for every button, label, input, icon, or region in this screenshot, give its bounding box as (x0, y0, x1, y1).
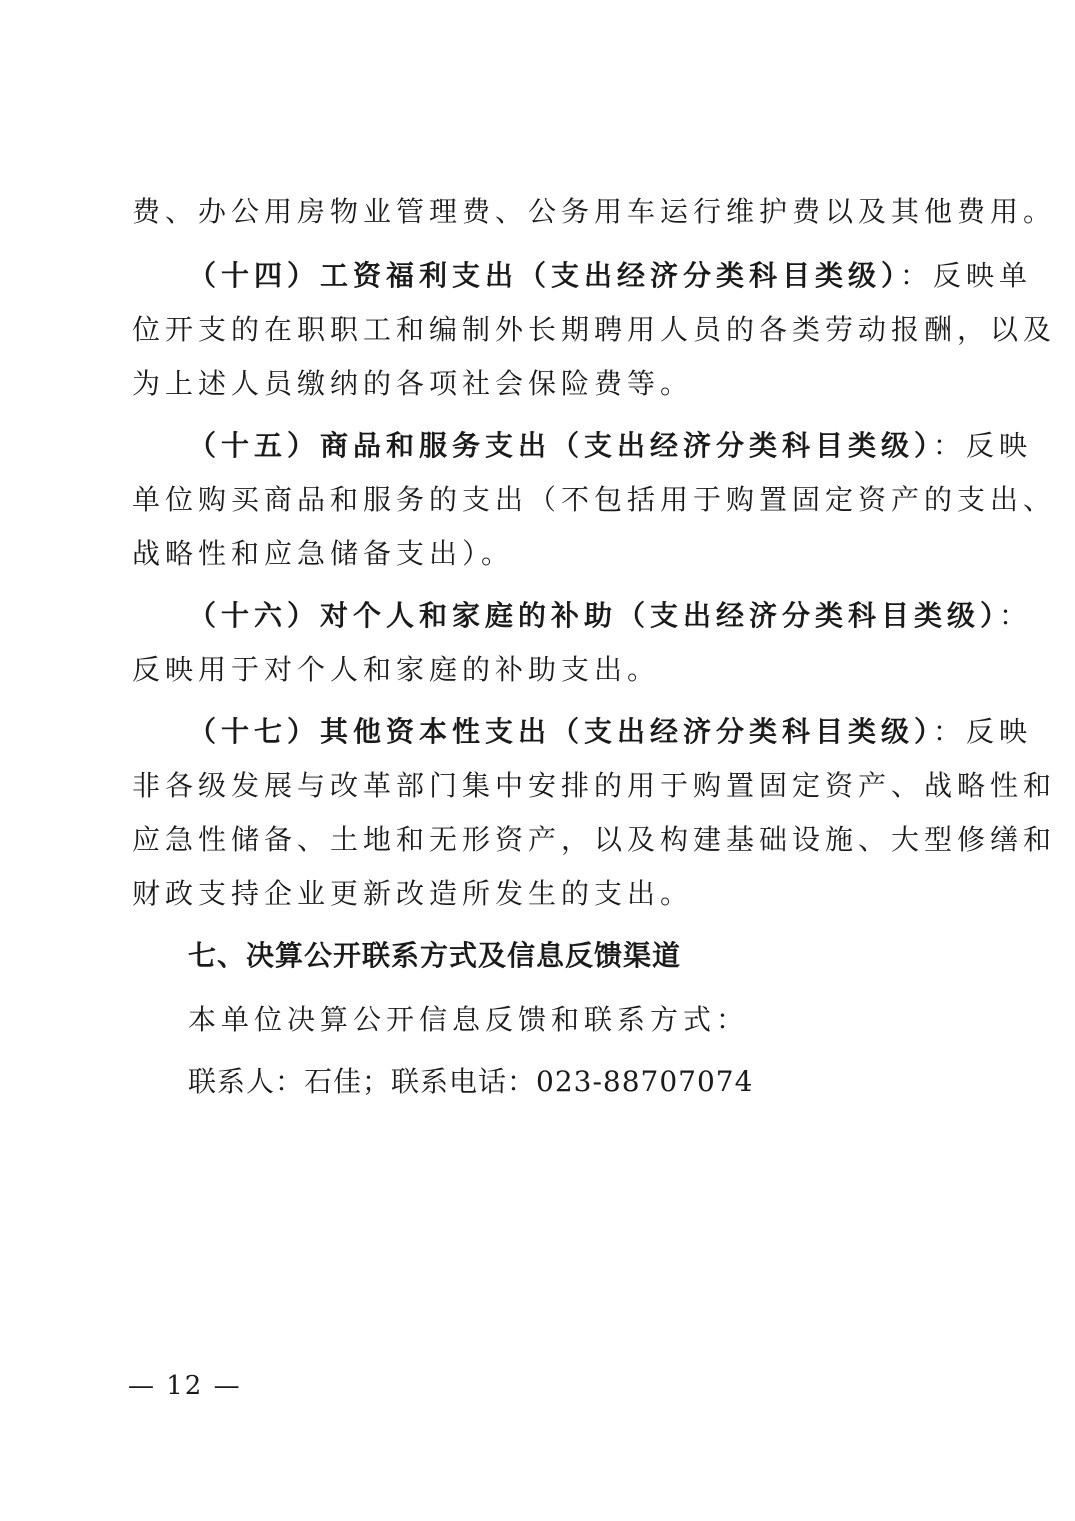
text-line: 战略性和应急储备支出）。 (132, 537, 515, 570)
section-7-intro: 本单位决算公开信息反馈和联系方式： (188, 1003, 750, 1036)
paragraph-14-line-1 (188, 256, 1033, 296)
section-7-heading: 七、决算公开联系方式及信息反馈渠道 (188, 939, 682, 972)
paragraph-17-line-4 (132, 874, 942, 914)
paragraph-15-line-1 (188, 426, 1033, 466)
paragraph-15-line-3 (132, 534, 942, 574)
paragraph-17-title: （十七）其他资本性支出（支出经济分类科目类级） (188, 715, 934, 748)
paragraph-15-title: （十五）商品和服务支出（支出经济分类科目类级） (188, 429, 934, 462)
paragraph-13-continuation (132, 192, 1057, 232)
text-line: 财政支持企业更新改造所发生的支出。 (132, 877, 694, 910)
paragraph-14-line-3 (132, 364, 942, 404)
contact-info: 联系人：石佳；联系电话：023-88707074 (188, 1065, 754, 1098)
text-line: 应急性储备、土地和无形资产，以及构建基础设施、大型修缮和 (132, 823, 1057, 856)
text-line: ：反映单 (900, 259, 1033, 292)
text-line: ：反映 (933, 715, 1033, 748)
page-number: — 12 — (128, 1371, 242, 1401)
paragraph-15-line-2 (132, 480, 1057, 520)
paragraph-17-line-1 (188, 712, 1033, 752)
text-line: 单位购买商品和服务的支出（不包括用于购置固定资产的支出、 (132, 483, 1057, 516)
paragraph-17-line-2 (132, 766, 1057, 806)
paragraph-16-line-2 (132, 650, 942, 690)
paragraph-17-line-3 (132, 820, 1057, 860)
text-line: 位开支的在职职工和编制外长期聘用人员的各类劳动报酬，以及 (132, 313, 1057, 346)
text-line: ：反映 (933, 429, 1033, 462)
paragraph-16-title: （十六）对个人和家庭的补助（支出经济分类科目类级） (188, 599, 1000, 632)
paragraph-14-line-2 (132, 310, 1057, 350)
paragraph-14-title: （十四）工资福利支出（支出经济分类科目类级） (188, 259, 901, 292)
text-line: 为上述人员缴纳的各项社会保险费等。 (132, 367, 694, 400)
text-line: 非各级发展与改革部门集中安排的用于购置固定资产、战略性和 (132, 769, 1057, 802)
paragraph-16-line-1 (188, 596, 1033, 636)
text-line: 反映用于对个人和家庭的补助支出。 (132, 653, 661, 686)
text-line: 费、办公用房物业管理费、公务用车运行维护费以及其他费用。 (132, 195, 1057, 228)
text-line: ： (999, 599, 1033, 632)
